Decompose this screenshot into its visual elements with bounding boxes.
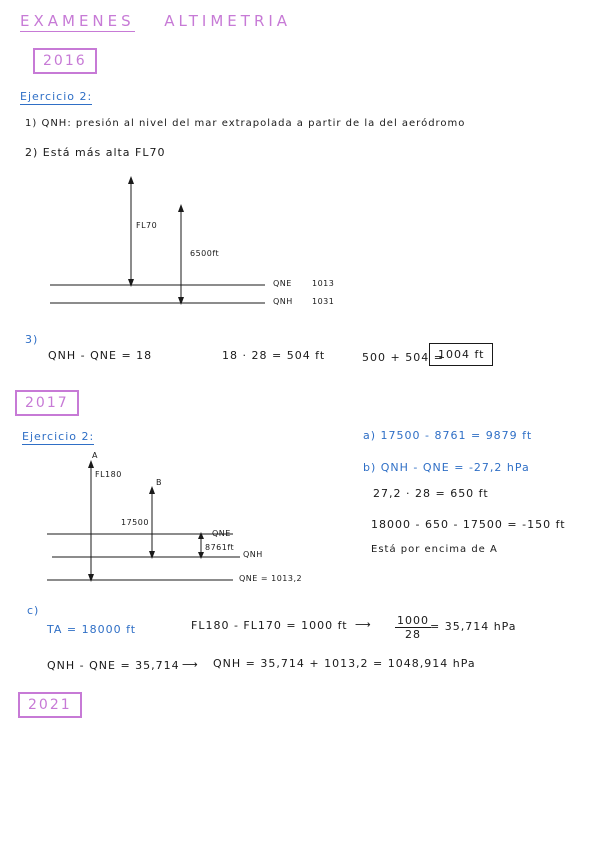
part3-label-2016: 3) <box>25 333 39 346</box>
line2-2016: 2) Está más alta FL70 <box>25 146 166 159</box>
final-left-2017: QNH - QNE = 35,714 <box>47 659 180 672</box>
frac-num: 1000 <box>397 614 429 627</box>
title-part2: ALTIMETRIA <box>164 12 292 30</box>
label-qnh-2016: QNH <box>273 297 293 306</box>
arrow-2-2017: ⟶ <box>182 658 199 671</box>
eq3-2016: 500 + 504 = <box>362 351 444 364</box>
title-part1: EXAMENES <box>20 12 135 30</box>
frac-den: 28 <box>405 628 421 641</box>
label-qnh-2017: QNH <box>243 550 263 559</box>
ejercicio-2017: Ejercicio 2: <box>22 430 95 443</box>
part-b4-2017: Está por encima de A <box>371 544 498 555</box>
label-8761: 8761ft <box>205 543 235 552</box>
year-box-2016: 2016 <box>33 48 97 74</box>
line1-2016: 1) QNH: presión al nivel del mar extrapolada a partir de la del aeródromo <box>25 118 466 129</box>
eq2-2016: 18 · 28 = 504 ft <box>222 349 326 362</box>
fraction-2017 <box>395 614 431 641</box>
year-box-2017: 2017 <box>15 390 79 416</box>
eq1-2016: QNH - QNE = 18 <box>48 349 153 362</box>
part-a-2017: a) 17500 - 8761 = 9879 ft <box>363 429 533 442</box>
label-fl180: FL180 <box>95 470 122 479</box>
part-b3-2017: 18000 - 650 - 17500 = -150 ft <box>371 518 566 531</box>
label-b-2017: B <box>156 478 162 487</box>
label-6500: 6500ft <box>190 249 220 258</box>
b-arrowhead-up <box>149 486 155 494</box>
label-qne-bottom-2017: QNE = 1013,2 <box>239 574 303 583</box>
fl-eq-2017: FL180 - FL170 = 1000 ft <box>191 619 348 632</box>
label-fl70: FL70 <box>136 221 158 230</box>
val-qnh-2016: 1031 <box>312 297 335 306</box>
final-right-2017: QNH = 35,714 + 1013,2 = 1048,914 hPa <box>213 657 476 670</box>
val-qne-2016: 1013 <box>312 279 335 288</box>
fl180-arrowhead-up <box>88 460 94 468</box>
ejercicio-2016: Ejercicio 2: <box>20 90 93 103</box>
part-b2-2017: 27,2 · 28 = 650 ft <box>373 487 489 500</box>
label-a-2017: A <box>92 451 98 460</box>
year-box-2021: 2021 <box>18 692 82 718</box>
ft8761-arrowhead-down <box>198 552 204 559</box>
frac-res-2017: = 35,714 hPa <box>430 620 517 633</box>
label-17500: 17500 <box>121 518 149 527</box>
result-2016: 1004 ft <box>429 343 493 366</box>
arrow-1-2017: ⟶ <box>355 618 372 631</box>
part-c-label-2017: c) <box>27 604 40 617</box>
b-arrowhead-down <box>149 551 155 559</box>
label-qne-top-2017: QNE <box>212 529 231 538</box>
label-qne-2016: QNE <box>273 279 292 288</box>
part-b-2017: b) QNH - QNE = -27,2 hPa <box>363 461 530 474</box>
ta-2017: TA = 18000 ft <box>47 623 137 636</box>
fl180-arrowhead-down <box>88 574 94 582</box>
ft8761-arrowhead-up <box>198 532 204 539</box>
